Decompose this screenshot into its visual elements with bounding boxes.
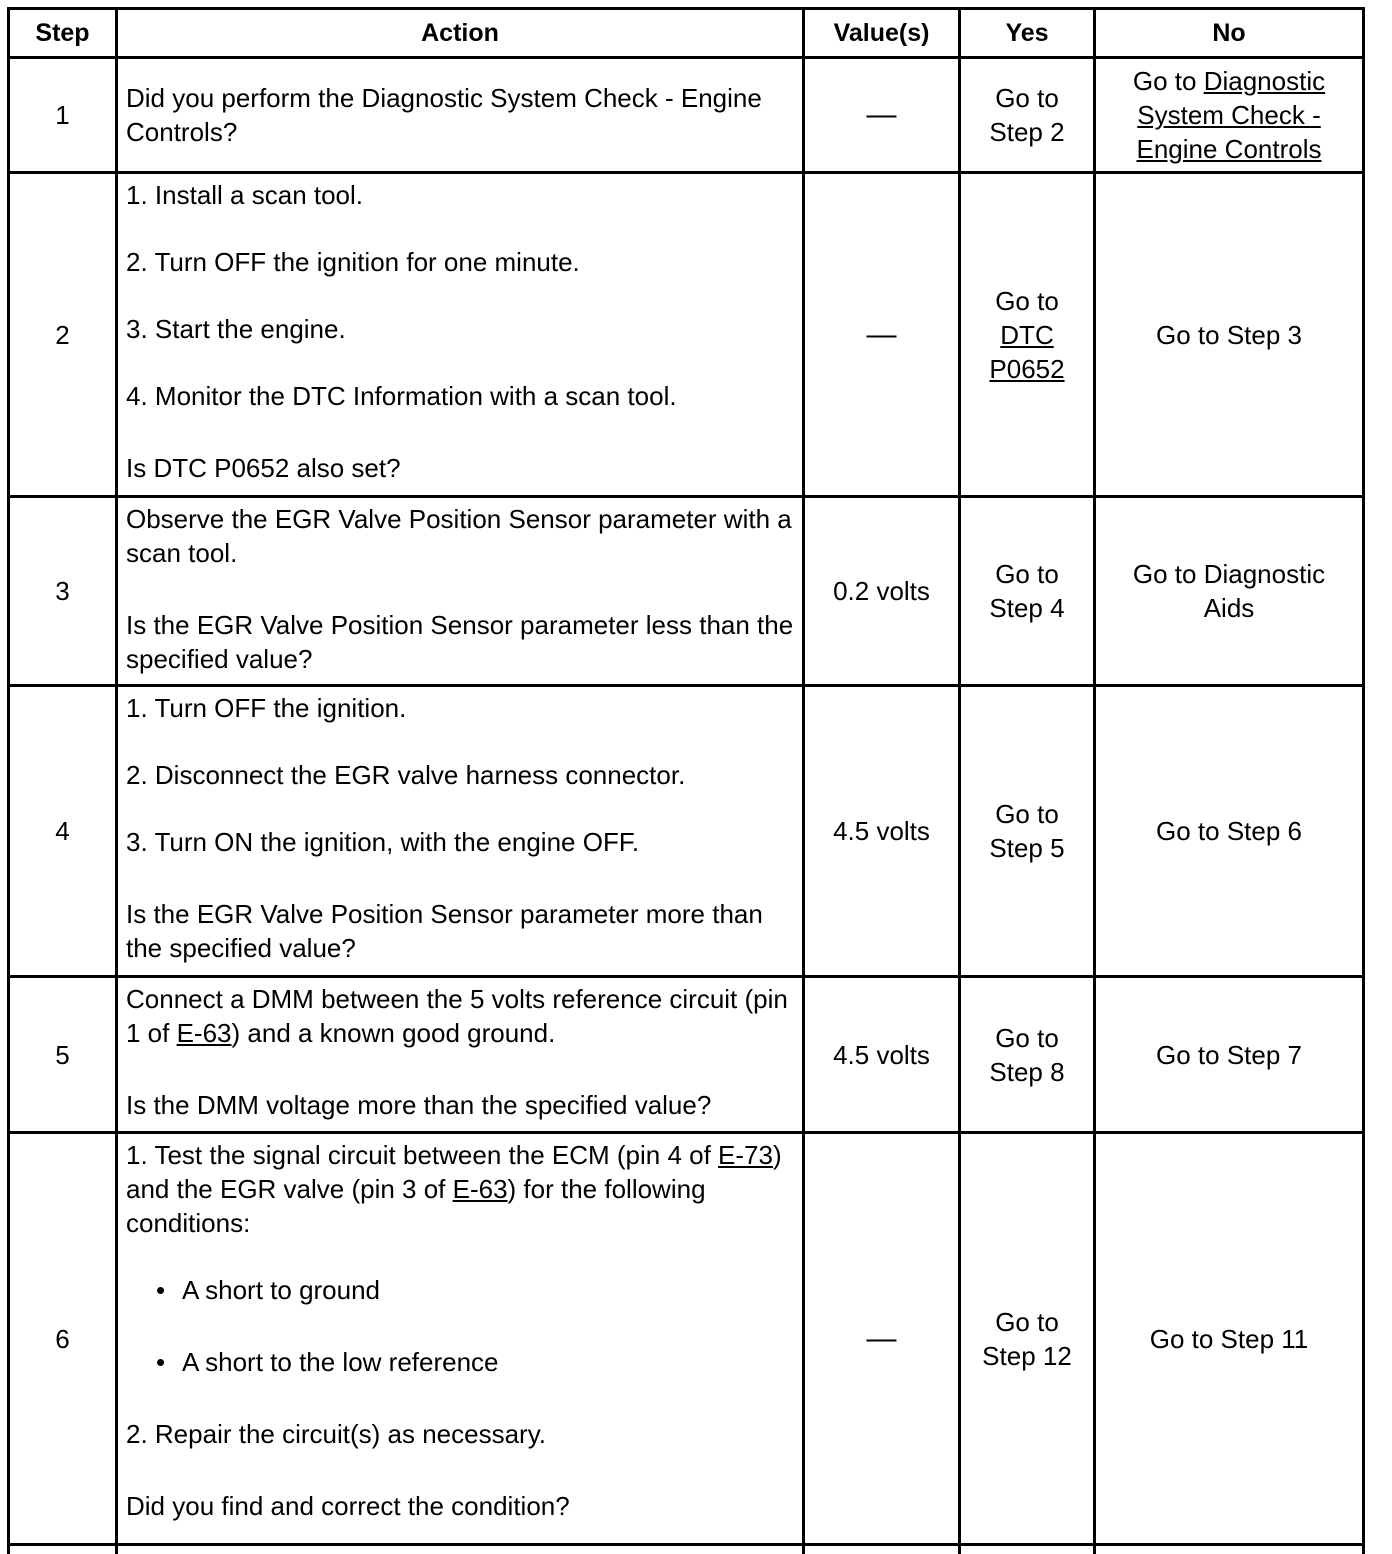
no-text: Go to <box>1133 66 1204 96</box>
action-question: Did you find and correct the condition? <box>126 1489 796 1523</box>
action-text: 3. Start the engine. <box>126 312 796 346</box>
yes-cell: Go to Step 5 <box>960 686 1095 977</box>
action-text-part: ) and the EGR valve (pin 3 of <box>126 1140 782 1204</box>
action-cell <box>117 1133 804 1545</box>
action-cell <box>117 686 804 977</box>
action-text-part: ) for the following conditions: <box>126 1174 706 1238</box>
cell-partial <box>117 1545 804 1554</box>
connector-e73-link[interactable]: E-73 <box>718 1140 773 1170</box>
cell-partial <box>1095 1545 1364 1554</box>
step-number: 1 <box>9 58 117 173</box>
yes-text: Go to <box>983 284 1071 318</box>
condition-list <box>126 1273 796 1379</box>
no-cell: Go to Step 11 <box>1095 1133 1364 1545</box>
action-cell <box>117 58 804 173</box>
action-text: 2. Repair the circuit(s) as necessary. <box>126 1417 796 1451</box>
no-cell <box>1095 58 1364 173</box>
header-values: Value(s) <box>804 9 960 58</box>
cell-partial <box>960 1545 1095 1554</box>
action-text: 4. Monitor the DTC Information with a scan tool. <box>126 379 796 413</box>
cell-partial <box>804 1545 960 1554</box>
step-number: 3 <box>9 497 117 686</box>
value-cell: — <box>804 58 960 173</box>
connector-e63-link[interactable]: E-63 <box>453 1174 508 1204</box>
no-cell: Go to Step 6 <box>1095 686 1364 977</box>
diagnostic-table <box>7 7 1365 1554</box>
action-question: Is DTC P0652 also set? <box>126 451 796 485</box>
action-text: Did you perform the Diagnostic System Check - Engine Controls? <box>126 81 796 149</box>
header-action: Action <box>117 9 804 58</box>
value-cell: 4.5 volts <box>804 977 960 1133</box>
dtc-p0652-link[interactable]: DTC P0652 <box>983 318 1071 386</box>
table-row <box>9 173 1364 497</box>
table-row-partial <box>9 1545 1364 1554</box>
action-text: Observe the EGR Valve Position Sensor parameter with a scan tool. <box>126 502 796 570</box>
action-text: 3. Turn ON the ignition, with the engine OFF. <box>126 825 796 859</box>
value-cell: 4.5 volts <box>804 686 960 977</box>
action-question: Is the DMM voltage more than the specified value? <box>126 1088 796 1122</box>
header-row <box>9 9 1364 58</box>
value-cell: — <box>804 1133 960 1545</box>
action-text: 2. Turn OFF the ignition for one minute. <box>126 245 796 279</box>
header-step: Step <box>9 9 117 58</box>
yes-cell: Go to Step 12 <box>960 1133 1095 1545</box>
step-number: 4 <box>9 686 117 977</box>
action-cell <box>117 497 804 686</box>
header-yes: Yes <box>960 9 1095 58</box>
table-row <box>9 1133 1364 1545</box>
no-cell: Go to Step 3 <box>1095 173 1364 497</box>
action-text-part: 1. Test the signal circuit between the ECM (pin 4 of <box>126 1140 718 1170</box>
step-number: 6 <box>9 1133 117 1545</box>
yes-cell: Go to Step 8 <box>960 977 1095 1133</box>
table-row <box>9 497 1364 686</box>
table-row <box>9 977 1364 1133</box>
action-text-part: ) and a known good ground. <box>232 1018 556 1048</box>
cell-partial <box>9 1545 117 1554</box>
list-item: • A short to the low reference <box>156 1345 796 1379</box>
action-question: Is the EGR Valve Position Sensor parameter more than the specified value? <box>126 897 796 965</box>
action-question: Is the EGR Valve Position Sensor parameter less than the specified value? <box>126 608 796 676</box>
table-row <box>9 58 1364 173</box>
no-cell: Go to Step 7 <box>1095 977 1364 1133</box>
value-cell: — <box>804 173 960 497</box>
connector-e63-link[interactable]: E-63 <box>177 1018 232 1048</box>
action-cell <box>117 173 804 497</box>
action-text: 1. Turn OFF the ignition. <box>126 691 796 725</box>
yes-cell: Go to Step 2 <box>960 58 1095 173</box>
step-number: 5 <box>9 977 117 1133</box>
header-no: No <box>1095 9 1364 58</box>
action-text-part: Connect a DMM between the 5 volts reference circuit (pin 1 of <box>126 984 788 1048</box>
yes-cell <box>960 173 1095 497</box>
table-row <box>9 686 1364 977</box>
value-cell: 0.2 volts <box>804 497 960 686</box>
action-text <box>126 1138 796 1240</box>
action-text: 1. Install a scan tool. <box>126 178 796 212</box>
diagnostic-system-check-link[interactable]: Diagnostic System Check - Engine Controls <box>1137 66 1326 164</box>
action-text <box>126 982 796 1050</box>
yes-cell: Go to Step 4 <box>960 497 1095 686</box>
list-item: • A short to ground <box>156 1273 796 1307</box>
action-cell <box>117 977 804 1133</box>
no-cell: Go to Diagnostic Aids <box>1095 497 1364 686</box>
action-text: 2. Disconnect the EGR valve harness connector. <box>126 758 796 792</box>
step-number: 2 <box>9 173 117 497</box>
